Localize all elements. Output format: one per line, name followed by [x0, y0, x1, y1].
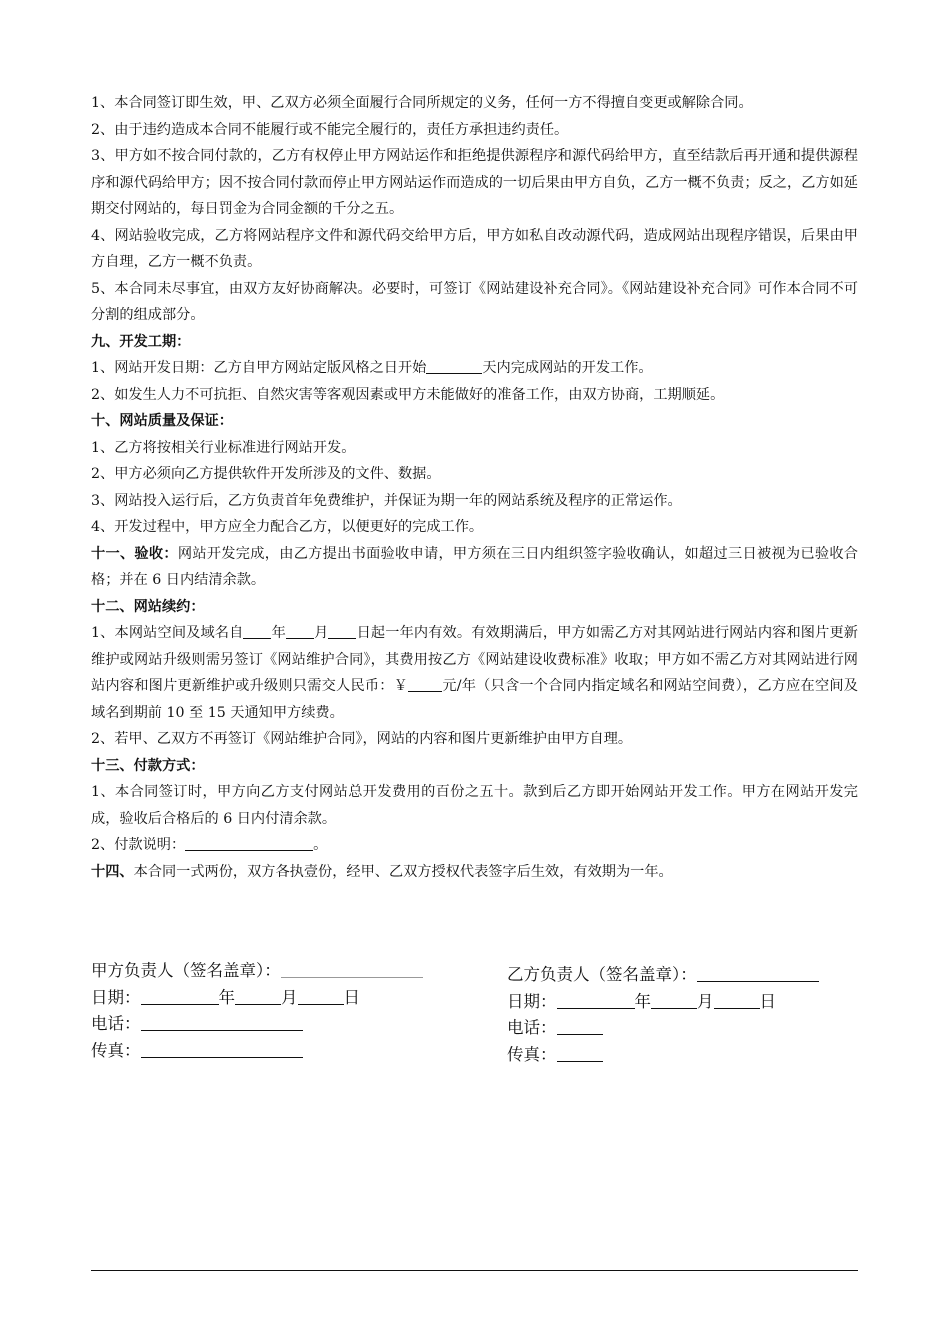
fee-blank	[408, 676, 442, 692]
section-9-line-1	[91, 355, 858, 382]
section-14	[91, 859, 858, 886]
party-b-fax-blank	[557, 1046, 603, 1062]
party-b-signer-blank	[697, 966, 819, 982]
section-9-line-2: 2、如发生人力不可抗拒、自然灾害等客观因素或甲方未能做好的准备工作，由双方协商，工期顺延。	[91, 386, 725, 403]
section-14-title: 十四、	[91, 863, 134, 880]
party-a-year-blank	[141, 989, 219, 1005]
party-a-fax-blank	[141, 1042, 303, 1058]
party-b-fax-row	[507, 1042, 819, 1069]
section-12-line-1	[91, 620, 858, 726]
party-b-signature-block	[507, 962, 819, 1068]
clause-3: 3、甲方如不按合同付款的，乙方有权停止甲方网站运作和拒绝提供源程序和源代码给甲方，直至结款后再开通和提供源程序和源代码给甲方；因不按合同付款而停止甲方网站运作而造成的一切后果由甲方自负，乙方一概不负责；反之，乙方如延期交付网站的，每日罚金为合同金额的千分之五。	[91, 148, 858, 217]
party-a-day-label: 日	[343, 987, 360, 1007]
party-b-signer-label: 乙方负责人（签名盖章）：	[507, 965, 697, 984]
party-b-month-label: 月	[697, 991, 714, 1011]
party-a-phone-label: 电话：	[91, 1014, 141, 1033]
start-month-blank	[286, 623, 314, 639]
dev-date-text-end: 天内完成网站的开发工作。	[482, 360, 653, 376]
section-10-line-4: 4、开发过程中，甲方应全力配合乙方，以便更好的完成工作。	[91, 519, 484, 535]
section-10-line-2: 2、甲方必须向乙方提供软件开发所涉及的文件、数据。	[91, 466, 441, 482]
section-10-title: 十、网站质量及保证：	[91, 413, 233, 429]
party-b-year-blank	[557, 993, 635, 1009]
days-blank	[426, 358, 482, 374]
contract-body	[91, 90, 858, 885]
dev-date-text: 1、网站开发日期：乙方自甲方网站定版风格之日开始	[91, 360, 427, 376]
section-10-line-3: 3、网站投入运行后，乙方负责首年免费维护，并保证为期一年的网站系统及程序的正常运作。	[91, 492, 682, 509]
section-9-title: 九、开发工期：	[91, 333, 191, 350]
section-12-line-2: 2、若甲、乙双方不再签订《网站维护合同》，网站的内容和图片更新维护由甲方自理。	[91, 731, 633, 747]
party-a-fax-label: 传真：	[91, 1040, 141, 1060]
section-12-title: 十二、网站续约：	[91, 598, 205, 615]
start-day-blank	[328, 623, 356, 639]
section-13-title: 十三、付款方式：	[91, 757, 205, 774]
renewal-text-c: 元/年（只含一个合同内指定域名和网站空间费），乙方应在空间及域名到期前 10 至 15 天通知甲方续费。	[91, 678, 858, 721]
party-b-phone-blank	[557, 1019, 603, 1035]
section-11-title: 十一、验收：	[91, 545, 178, 562]
footer-divider	[91, 1270, 858, 1271]
party-a-phone-blank	[141, 1015, 303, 1031]
month-label: 月	[313, 625, 329, 641]
start-year-blank	[243, 623, 271, 639]
section-13-line-1: 1、本合同签订时，甲方向乙方支付网站总开发费用的百份之五十。款到后乙方即开始网站开发工作。甲方在网站开发完成，验收后合格后的 6 日内付清余款。	[91, 784, 858, 827]
party-a-month-label: 月	[281, 987, 298, 1007]
party-a-signer-row	[91, 958, 423, 985]
party-b-fax-label: 传真：	[507, 1044, 557, 1064]
party-b-year-label: 年	[634, 991, 651, 1011]
payment-note-blank	[185, 835, 313, 851]
party-b-day-blank	[714, 993, 760, 1009]
renewal-text-b: 日起一年内有效。有效期满后，甲方如需乙方对其网站进行网站内容和图片更新维护或网站升级则需另签订《网站维护合同》，其费用按乙方《网站建设收费标准》收取；甲方如不需乙方对其网站进行网站内容和图片更新维护或升级则只需交人民币：￥	[91, 625, 858, 694]
party-b-date-row	[507, 989, 819, 1016]
payment-note-label: 2、付款说明：	[91, 837, 186, 853]
party-b-month-blank	[651, 993, 697, 1009]
party-a-date-label: 日期：	[91, 987, 141, 1007]
clause-1: 1、本合同签订即生效，甲、乙双方必须全面履行合同所规定的义务，任何一方不得擅自变更或解除合同。	[91, 95, 753, 111]
party-b-signer-row	[507, 962, 819, 989]
clause-2: 2、由于违约造成本合同不能履行或不能完全履行的，责任方承担违约责任。	[91, 121, 569, 138]
party-b-phone-row	[507, 1015, 819, 1042]
party-a-year-label: 年	[218, 987, 235, 1007]
party-a-month-blank	[235, 989, 281, 1005]
party-a-phone-row	[91, 1011, 423, 1038]
section-11-text: 网站开发完成，由乙方提出书面验收申请，甲方须在三日内组织签字验收确认，如超过三日被视为已验收合格；并在 6 日内结清余款。	[91, 545, 858, 588]
section-11	[91, 541, 858, 594]
year-label: 年	[271, 625, 286, 641]
section-10-line-1: 1、乙方将按相关行业标准进行网站开发。	[91, 439, 356, 456]
party-a-day-blank	[298, 989, 344, 1005]
section-14-text: 本合同一式两份，双方各执壹份，经甲、乙双方授权代表签字后生效，有效期为一年。	[133, 863, 673, 880]
party-a-signer-label: 甲方负责人（签名盖章）：	[91, 961, 281, 980]
party-a-signature-block	[91, 958, 423, 1064]
section-13-line-2	[91, 832, 858, 859]
clause-5: 5、本合同未尽事宜，由双方友好协商解决。必要时，可签订《网站建设补充合同》。《网站建设补充合同》可作本合同不可分割的组成部分。	[91, 280, 858, 323]
party-a-signer-blank	[281, 962, 423, 978]
party-a-date-row	[91, 985, 423, 1012]
party-b-day-label: 日	[759, 991, 776, 1011]
payment-note-end: 。	[313, 837, 328, 853]
party-a-fax-row	[91, 1038, 423, 1065]
renewal-text-a: 1、本网站空间及域名自	[91, 625, 244, 641]
clause-4: 4、网站验收完成，乙方将网站程序文件和源代码交给甲方后，甲方如私自改动源代码，造成网站出现程序错误，后果由甲方自理，乙方一概不负责。	[91, 227, 858, 270]
party-b-date-label: 日期：	[507, 991, 557, 1011]
party-b-phone-label: 电话：	[507, 1018, 557, 1037]
